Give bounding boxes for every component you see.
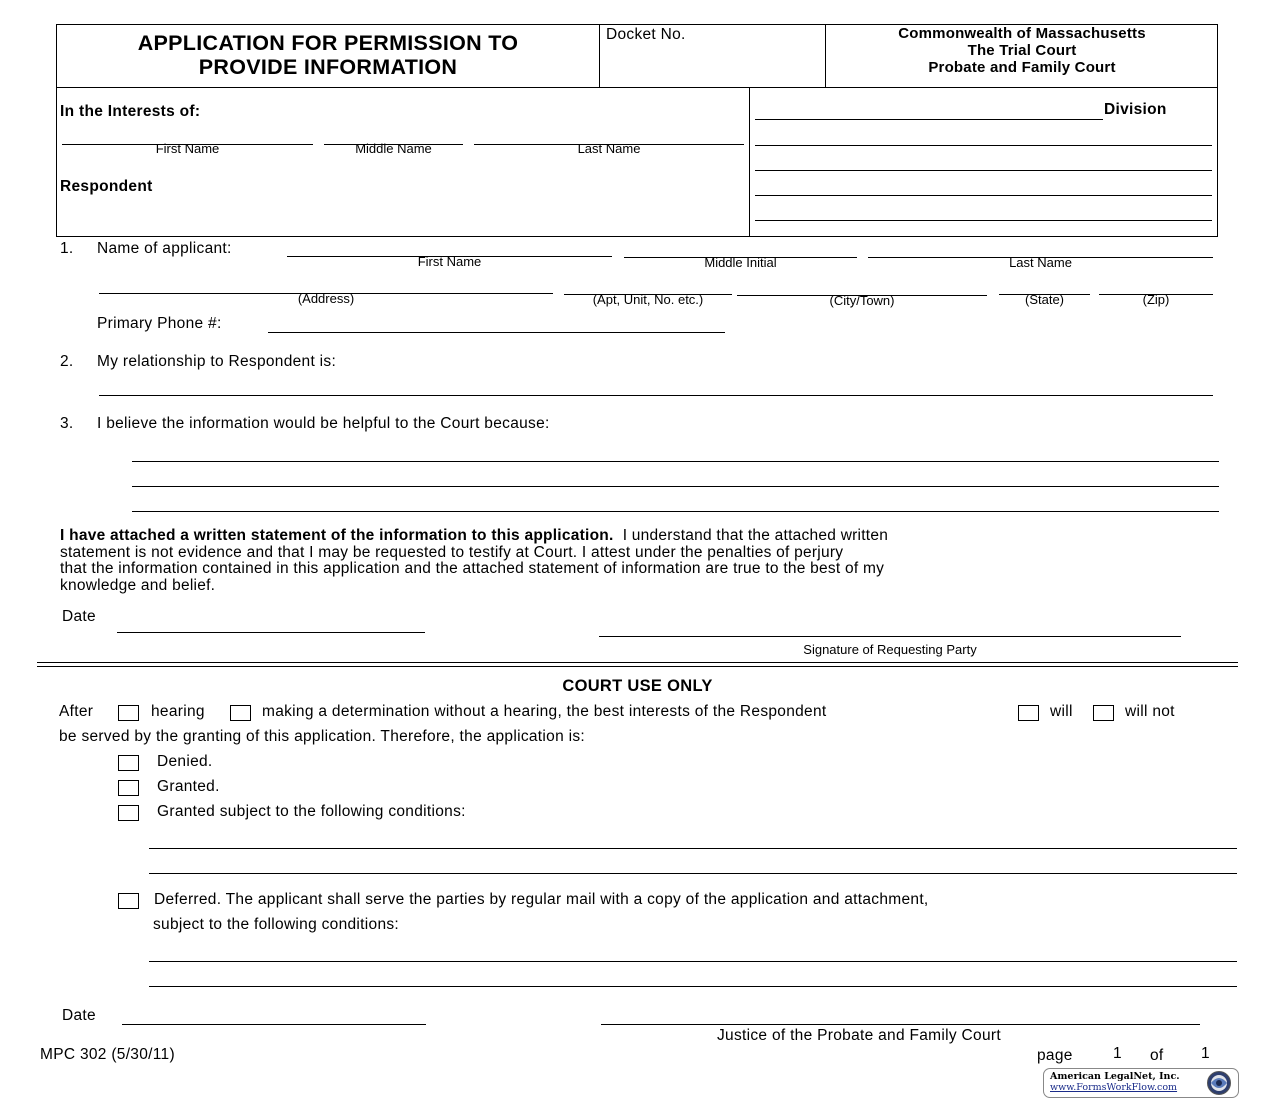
respondent-label: Respondent (60, 178, 153, 195)
division-divider (749, 87, 750, 237)
division-address-line-1[interactable] (755, 145, 1212, 146)
signature-label: Signature of Requesting Party (803, 642, 977, 657)
deferred-checkbox[interactable] (118, 893, 139, 909)
deferred-conditions-line-1[interactable] (149, 961, 1237, 962)
page-total: 1 (1201, 1045, 1210, 1062)
vendor-logo[interactable] (1043, 1068, 1239, 1098)
granted-label: Granted. (157, 778, 220, 795)
section3-number: 3. (60, 415, 74, 432)
attestation-line1-rest: I understand that the attached written (613, 527, 889, 544)
attestation-paragraph (60, 528, 888, 594)
granted-subject-checkbox[interactable] (118, 805, 139, 821)
will-checkbox[interactable] (1018, 705, 1039, 721)
granted-conditions-line-1[interactable] (149, 848, 1237, 849)
served-line: be served by the granting of this application. Therefore, the application is: (59, 728, 586, 745)
relationship-field[interactable] (99, 395, 1213, 396)
section2-label: My relationship to Respondent is: (97, 353, 337, 370)
form-id: MPC 302 (5/30/11) (40, 1046, 175, 1063)
applicant-date-field[interactable] (117, 632, 425, 633)
division-field[interactable] (755, 119, 1103, 120)
reason-line-3[interactable] (132, 511, 1219, 512)
state-label: (State) (1024, 292, 1064, 307)
court-date-field[interactable] (122, 1024, 426, 1025)
division-address-line-4[interactable] (755, 220, 1212, 221)
reason-line-1[interactable] (132, 461, 1219, 462)
applicant-date-label: Date (62, 608, 96, 625)
hearing-label: hearing (151, 703, 205, 720)
court-use-heading: COURT USE ONLY (562, 677, 713, 695)
applicant-last-name-label: Last Name (1009, 255, 1072, 270)
deferred-line2: subject to the following conditions: (153, 916, 400, 933)
court-line3: Probate and Family Court (928, 59, 1116, 76)
zip-label: (Zip) (1142, 292, 1170, 307)
court-line2: The Trial Court (967, 42, 1077, 59)
will-label: will (1050, 703, 1073, 720)
page-label: page (1037, 1047, 1073, 1064)
denied-label: Denied. (157, 753, 213, 770)
determination-label: making a determination without a hearing, the best interests of the Respondent (262, 703, 827, 720)
granted-subject-label: Granted subject to the following conditions: (157, 803, 466, 820)
city-label: (City/Town) (829, 293, 895, 308)
division-address-line-3[interactable] (755, 195, 1212, 196)
respondent-last-name-label: Last Name (577, 141, 641, 156)
section1-label: Name of applicant: (97, 240, 232, 257)
court-line1: Commonwealth of Massachusetts (898, 25, 1146, 42)
signature-field[interactable] (599, 636, 1181, 637)
page-number: 1 (1113, 1045, 1122, 1062)
will-not-label: will not (1125, 703, 1175, 720)
justice-signature-field[interactable] (601, 1024, 1200, 1025)
applicant-middle-initial-label: Middle Initial (704, 255, 777, 270)
applicant-first-name-label: First Name (417, 254, 482, 269)
interests-label: In the Interests of: (60, 103, 201, 120)
reason-line-2[interactable] (132, 486, 1219, 487)
form-title-line1: APPLICATION FOR PERMISSION TO (137, 31, 519, 55)
respondent-first-name-label: First Name (155, 141, 220, 156)
respondent-middle-name-label: Middle Name (355, 141, 432, 156)
attestation-line2: statement is not evidence and that I may be requested to testify at Court. I attest under the penalties of perjury (60, 543, 844, 561)
globe-icon (1204, 1070, 1234, 1096)
section3-label: I believe the information would be helpful to the Court because: (97, 415, 550, 432)
justice-label: Justice of the Probate and Family Court (717, 1027, 1001, 1044)
docket-label: Docket No. (606, 26, 686, 43)
will-not-checkbox[interactable] (1093, 705, 1114, 721)
hearing-checkbox[interactable] (118, 705, 139, 721)
court-name (826, 25, 1218, 76)
apt-label: (Apt, Unit, No. etc.) (592, 292, 704, 307)
attestation-bold: I have attached a written statement of the information to this application. (60, 527, 614, 544)
form-title (60, 31, 596, 79)
court-date-label: Date (62, 1007, 96, 1024)
double-rule-top (37, 662, 1238, 663)
deferred-conditions-line-2[interactable] (149, 986, 1237, 987)
attestation-line4: knowledge and belief. (60, 576, 216, 594)
vendor-name: American LegalNet, Inc. (1050, 1071, 1180, 1082)
double-rule-bottom (37, 666, 1238, 667)
division-address-line-2[interactable] (755, 170, 1212, 171)
address-label: (Address) (297, 291, 355, 306)
granted-checkbox[interactable] (118, 780, 139, 796)
attestation-line3: that the information contained in this application and the attached statement of information are true to the best of my (60, 560, 885, 577)
granted-conditions-line-2[interactable] (149, 873, 1237, 874)
attestation-line1 (60, 528, 888, 545)
phone-label: Primary Phone #: (97, 315, 222, 332)
header-divider (56, 87, 1218, 88)
docket-divider-left (599, 24, 600, 87)
phone-field[interactable] (268, 332, 725, 333)
section1-number: 1. (60, 240, 74, 257)
section2-number: 2. (60, 353, 74, 370)
vendor-url: www.FormsWorkFlow.com (1050, 1082, 1178, 1093)
no-hearing-checkbox[interactable] (230, 705, 251, 721)
form-title-line2: PROVIDE INFORMATION (198, 55, 458, 79)
division-label: Division (1104, 101, 1167, 118)
denied-checkbox[interactable] (118, 755, 139, 771)
after-label: After (59, 703, 94, 720)
of-label: of (1150, 1047, 1164, 1064)
deferred-line1: Deferred. The applicant shall serve the parties by regular mail with a copy of the application and attachment, (154, 891, 929, 908)
